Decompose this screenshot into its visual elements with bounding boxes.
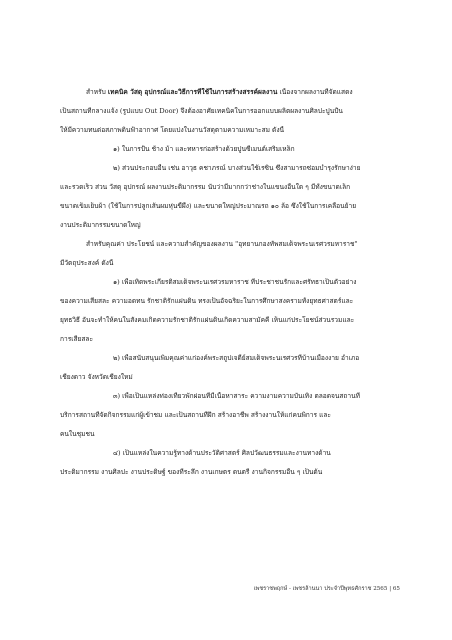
paragraph-line-19: คนในชุมชน (60, 430, 95, 438)
paragraph-line-1 (86, 88, 395, 97)
paragraph-line-18: บริการสถานที่จัดกิจกรรมแก่ผู้เข้าชม และเป็นสถานที่ฝึก สร้างอาชีพ สร้างงานให้แก่คนพิการ และ (60, 411, 331, 419)
paragraph-bold-heading: เทคนิค วัสดุ อุปกรณ์และวิธีการที่ใช้ในการสร้างสรรค์ผลงาน (107, 88, 278, 96)
page-footer: เพชราชพฤกษ์ - เพชรล้านนา ประจำปีพุทธศักราช 2565 | 65 (253, 586, 400, 592)
paragraph-line-6: และรวดเร็ว ส่วน วัสดุ อุปกรณ์ ผลงานประติมากรรม นับว่ามีมากกว่าช่างในแขนงอื่นใด ๆ มีทั้งขนาดเล็ก (60, 183, 351, 191)
paragraph-line-16: เชียงดาว จังหวัดเชียงใหม่ (60, 373, 133, 381)
paragraph-line-12: ของความเสียสละ ความอดทน รักชาติรักแผ่นดิน ทรงเป็นอัจฉริยะในการศึกษาสงครามทั้งยุทธศาสตร์และ (60, 297, 354, 305)
paragraph-line-9: สำหรับคุณค่า ประโยชน์ และความสำคัญของผลงาน "อุทยานกองทัพสมเด็จพระนเรศวรมหาราช" (86, 240, 358, 248)
paragraph-line-14: การเสียสละ (60, 335, 93, 343)
paragraph-line-17: ๓) เพื่อเป็นแหล่งท่องเที่ยวพักผ่อนที่มีเนื้อหาสาระ ความงามความบันเทิง ตลอดจนสถานที่ (113, 392, 360, 400)
paragraph-line-21: ประติมากรรม งานศิลปะ งานประดิษฐ์ ของที่ระลึก งานเกษตร ดนตรี งานกิจกรรมอื่น ๆ เป็นต้น (60, 468, 323, 476)
paragraph-rest: เนื่องจากผลงานที่จัดแสดง (277, 88, 353, 96)
paragraph-lead: สำหรับ (86, 88, 108, 96)
paragraph-line-8: งานประติมากรรมขนาดใหญ่ (60, 221, 141, 229)
paragraph-line-5: ๒) ส่วนประกอบอื่น เช่น อาวุธ คชาภรณ์ บางส่วนใช้เรซิน ซึ่งสามารถซ่อมบำรุงรักษาง่าย (113, 164, 361, 172)
paragraph-line-7: ขนาดเข็มเย็บผ้า (ใช้ในการปลูกเส้นผมหุ่นขี้ผึ้ง) และขนาดใหญ่ประมาณรถ ๑๐ ล้อ ซึ่งใช้ในการเคลื่อนย้าย (60, 202, 357, 210)
paragraph-line-4: ๑) ในการปั้น ช้าง ม้า และทหารก่อสร้างด้วยปูนซีเมนต์เสริมเหล็ก (113, 145, 295, 153)
paragraph-line-20: ๔) เป็นแหล่งในความรู้ทางด้านประวัติศาสตร์ ศิลปวัฒนธรรมและงานทางด้าน (113, 449, 331, 457)
paragraph-line-2: เป็นสถานที่กลางแจ้ง (รูปแบบ Out Door) จึงต้องอาศัยเทคนิคในการออกแบบผลิตผลงานศิลปะปูนปั้น (60, 107, 343, 115)
paragraph-line-15: ๒) เพื่อสนับสนุนเพิ่มคุณค่าแก่องค์พระสถูปเจดีย์สมเด็จพระนเรศวรที่บ้านเมืองงาย อำเภอ (113, 354, 360, 362)
paragraph-line-13: ยุทธวิธี อันจะทำให้คนในสังคมเกิดความรักชาติรักแผ่นดินเกิดความสามัคคี เห็นแก่ประโยชน์ส่วนรวมและ (60, 316, 355, 324)
paragraph-line-11: ๑) เพื่อเทิดพระเกียรติสมเด็จพระนเรศวรมหาราช ที่ประชาชนรักและศรัทธาเป็นตัวอย่าง (113, 278, 357, 286)
paragraph-line-10: มีวัตถุประสงค์ ดังนี้ (60, 259, 114, 267)
paragraph-line-3: ให้มีความทนต่อสภาพดินฟ้าอากาศ โดยแบ่งในงานวัสดุตามความเหมาะสม ดังนี้ (60, 126, 285, 134)
